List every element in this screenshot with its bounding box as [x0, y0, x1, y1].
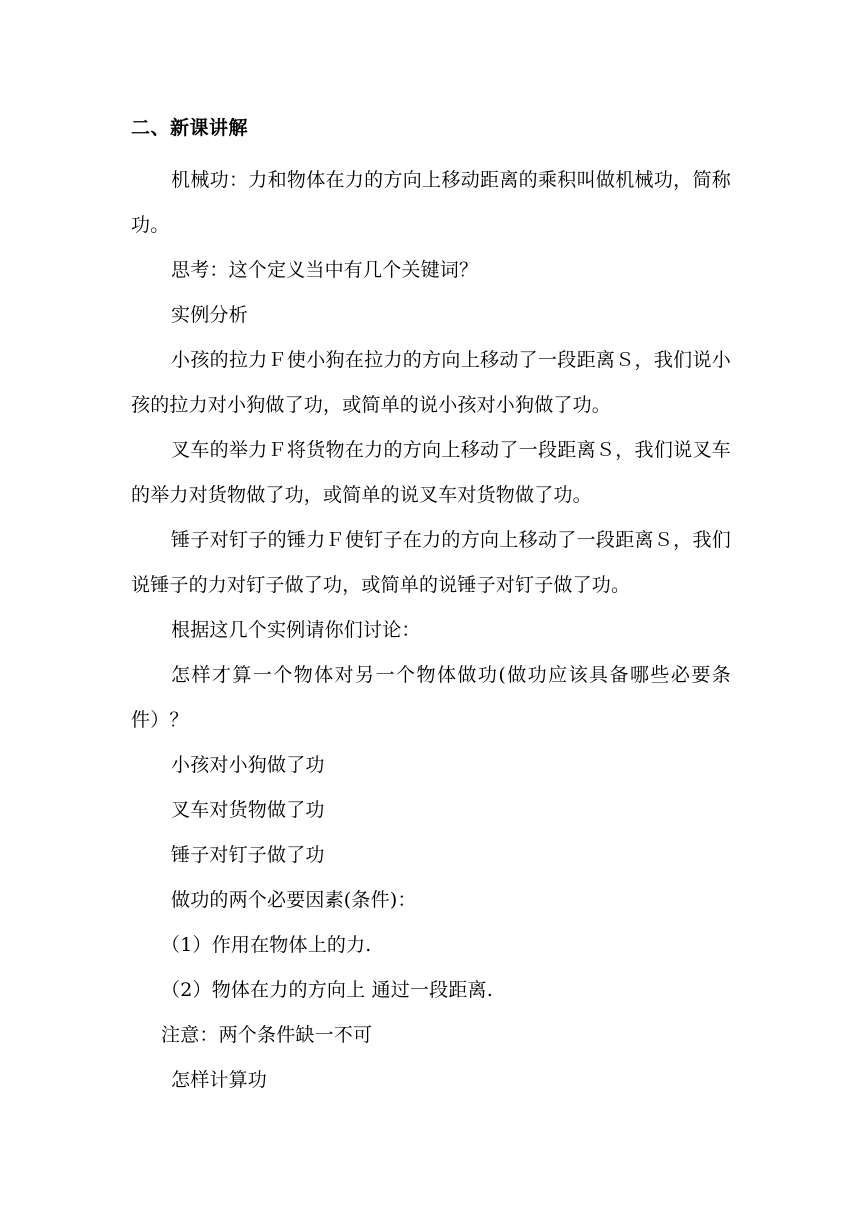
- paragraph-condition-question: 怎样才算一个物体对另一个物体做功(做功应该具备哪些必要条件）？: [131, 664, 731, 731]
- factor-two: （2）物体在力的方向上 通过一段距离.: [161, 979, 493, 1001]
- paragraph-question: 思考：这个定义当中有几个关键词？: [171, 259, 479, 281]
- paragraph-definition: 机械功：力和物体在力的方向上移动距离的乘积叫做机械功，简称功。: [131, 169, 731, 236]
- paragraph-note: 注意：两个条件缺一不可: [161, 1024, 373, 1046]
- paragraph-example-hammer: 锤子对钉子的锤力Ｆ使钉子在力的方向上移动了一段距离Ｓ，我们说锤子的力对钉子做了功，或简单的说锤子对钉子做了功。: [131, 529, 731, 596]
- paragraph-example-title: 实例分析: [171, 304, 248, 326]
- paragraph-example-child: 小孩的拉力Ｆ使小狗在拉力的方向上移动了一段距离Ｓ，我们说小孩的拉力对小狗做了功，或简单的说小孩对小狗做了功。: [131, 349, 731, 416]
- paragraph-discussion: 根据这几个实例请你们讨论：: [171, 619, 421, 641]
- factor-one: （1）作用在物体上的力.: [161, 934, 372, 956]
- paragraph-example-forklift: 叉车的举力Ｆ将货物在力的方向上移动了一段距离Ｓ，我们说叉车的举力对货物做了功，或简单的说叉车对货物做了功。: [131, 439, 731, 506]
- list-item-child: 小孩对小狗做了功: [171, 754, 325, 776]
- paragraph-calculate-work: 怎样计算功: [171, 1069, 268, 1091]
- list-item-forklift: 叉车对货物做了功: [171, 799, 325, 821]
- document-body: [131, 112, 731, 1103]
- paragraph-two-factors: 做功的两个必要因素(条件)：: [171, 889, 417, 911]
- section-heading: 二、新课讲解: [131, 117, 249, 139]
- list-item-hammer: 锤子对钉子做了功: [171, 844, 325, 866]
